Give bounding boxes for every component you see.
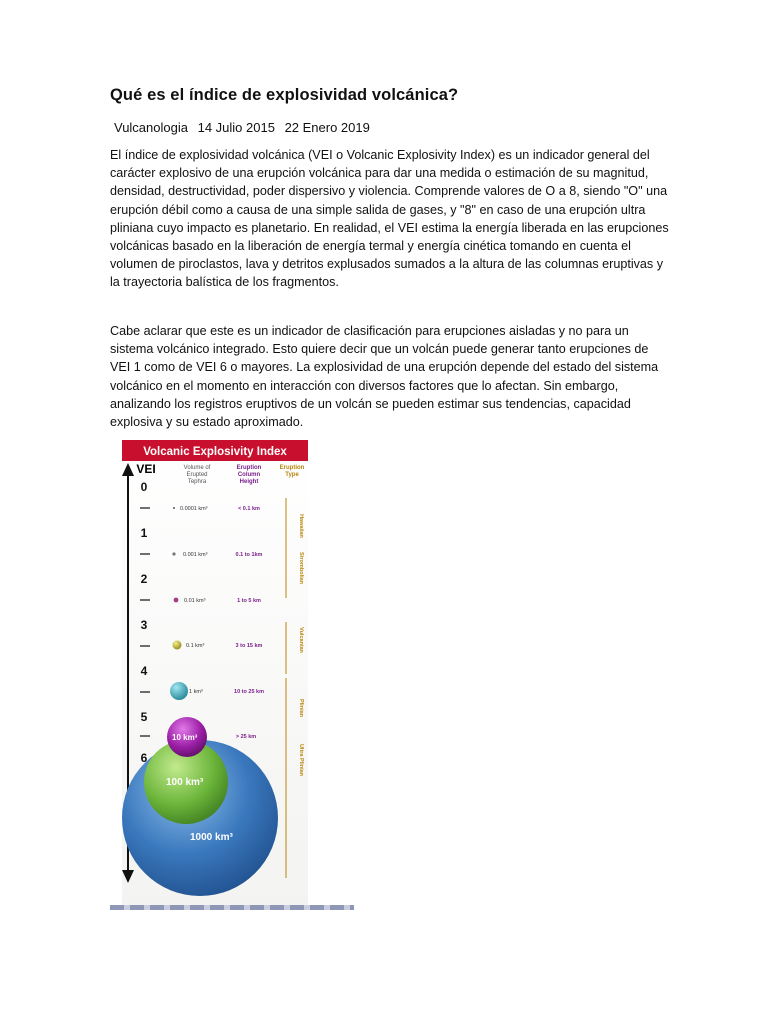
vei-diagram bbox=[110, 438, 354, 908]
tephra-ball-4 bbox=[170, 682, 188, 700]
vei-level-4: 4 bbox=[140, 664, 148, 678]
vei-level-5: 5 bbox=[140, 710, 148, 724]
tephra-dot-1 bbox=[172, 552, 175, 555]
height-header-line: Eruption bbox=[236, 465, 262, 471]
volume-label-6: 100 km³ bbox=[166, 777, 204, 788]
type-vulcanian: Vulcanian bbox=[298, 627, 304, 653]
volume-header-line: Volume of bbox=[183, 465, 211, 471]
figure-cut-strip bbox=[110, 905, 354, 910]
volume-label-0: 0.0001 km³ bbox=[180, 506, 208, 512]
volume-label-1: 0.001 km³ bbox=[183, 552, 208, 558]
height-label-2: 1 to 5 km bbox=[237, 598, 261, 604]
type-header-line: Type bbox=[285, 472, 299, 478]
vei-level-6: 6 bbox=[140, 751, 148, 765]
paragraph-2: Cabe aclarar que este es un indicador de clasificación para erupciones aisladas y no para un sistema volcánico integrado. Esto quiere decir que un volcán puede generar tanto erupciones de VEI 1 como de VEI 6 o mayores. La explosividad de una erupción depende del estado del sistema volcánico en el momento en interacción con diversos factores que lo afectan. Sin embargo, analizando los registros eruptivos de un volcán se pueden estimar sus tendencias, capacidad explosiva y su estado aproximado. bbox=[110, 324, 659, 430]
vei-figure bbox=[110, 438, 354, 912]
height-label-3: 3 to 15 km bbox=[235, 643, 263, 649]
volume-label-5: 10 km³ bbox=[172, 733, 198, 742]
figure-header: Volcanic Explosivity Index bbox=[143, 446, 287, 458]
paragraph-1: El índice de explosividad volcánica (VEI o Volcanic Explosivity Index) es un indicador general del carácter explosivo de una erupción volcánica para dar una medida o estimación de su magnitud, densidad, destructividad, poder dispersivo y violencia. Comprende valores de O a 8, siendo "O" una erupción débil como a causa de una simple salida de gases, y "8" en caso de una erupción ultra pliniana cuyo impacto es planetario. En realidad, el VEI estima la energía liberada en las erupciones volcánicas basado en la liberación de energía termal y energía cinética tomando en cuenta el volumen de piroclastos, lava y detritos explusados sumados a la altura de las columnas eruptivas y la trayectoria balística de los fragmentos. bbox=[110, 148, 669, 290]
tephra-ball-3 bbox=[173, 641, 182, 650]
type-plinian: Plinian bbox=[298, 698, 304, 718]
volume-header-line: Tephra bbox=[187, 479, 207, 485]
article-meta bbox=[114, 120, 376, 135]
height-label-0: < 0.1 km bbox=[238, 506, 260, 512]
volume-label-4: 1 km³ bbox=[189, 689, 203, 695]
volume-label-2: 0.01 km³ bbox=[184, 598, 206, 604]
tephra-dot-2 bbox=[174, 598, 179, 603]
vei-level-1: 1 bbox=[140, 526, 148, 540]
volume-header-line: Erupted bbox=[186, 472, 208, 478]
height-header-line: Column bbox=[237, 472, 261, 478]
height-label-1: 0.1 to 1km bbox=[235, 552, 263, 558]
height-label-4: 10 to 25 km bbox=[234, 689, 264, 695]
type-hawaiian: Hawaiian bbox=[298, 514, 304, 538]
height-header-line: Height bbox=[239, 479, 259, 485]
volume-label-3: 0.1 km³ bbox=[186, 643, 205, 649]
tephra-dot-0 bbox=[173, 507, 175, 509]
published-date: 14 Julio 2015 bbox=[197, 120, 275, 135]
height-column-header bbox=[237, 465, 262, 485]
vei-level-0: 0 bbox=[140, 480, 148, 494]
updated-date: 22 Enero 2019 bbox=[284, 120, 370, 135]
vei-level-2: 2 bbox=[140, 572, 148, 586]
vei-level-3: 3 bbox=[140, 618, 148, 632]
type-strombolian: Strombolian bbox=[298, 551, 304, 585]
volume-label-7: 1000 km³ bbox=[190, 832, 233, 843]
vei-axis-label: VEI bbox=[136, 462, 156, 476]
type-header-line: Eruption bbox=[279, 465, 305, 471]
page-title: Qué es el índice de explosividad volcánica? bbox=[110, 86, 459, 104]
height-label-5: > 25 km bbox=[235, 734, 257, 740]
category-label: Vulcanologia bbox=[114, 120, 188, 135]
type-ultra-plinian: Ultra Plinian bbox=[298, 743, 304, 777]
